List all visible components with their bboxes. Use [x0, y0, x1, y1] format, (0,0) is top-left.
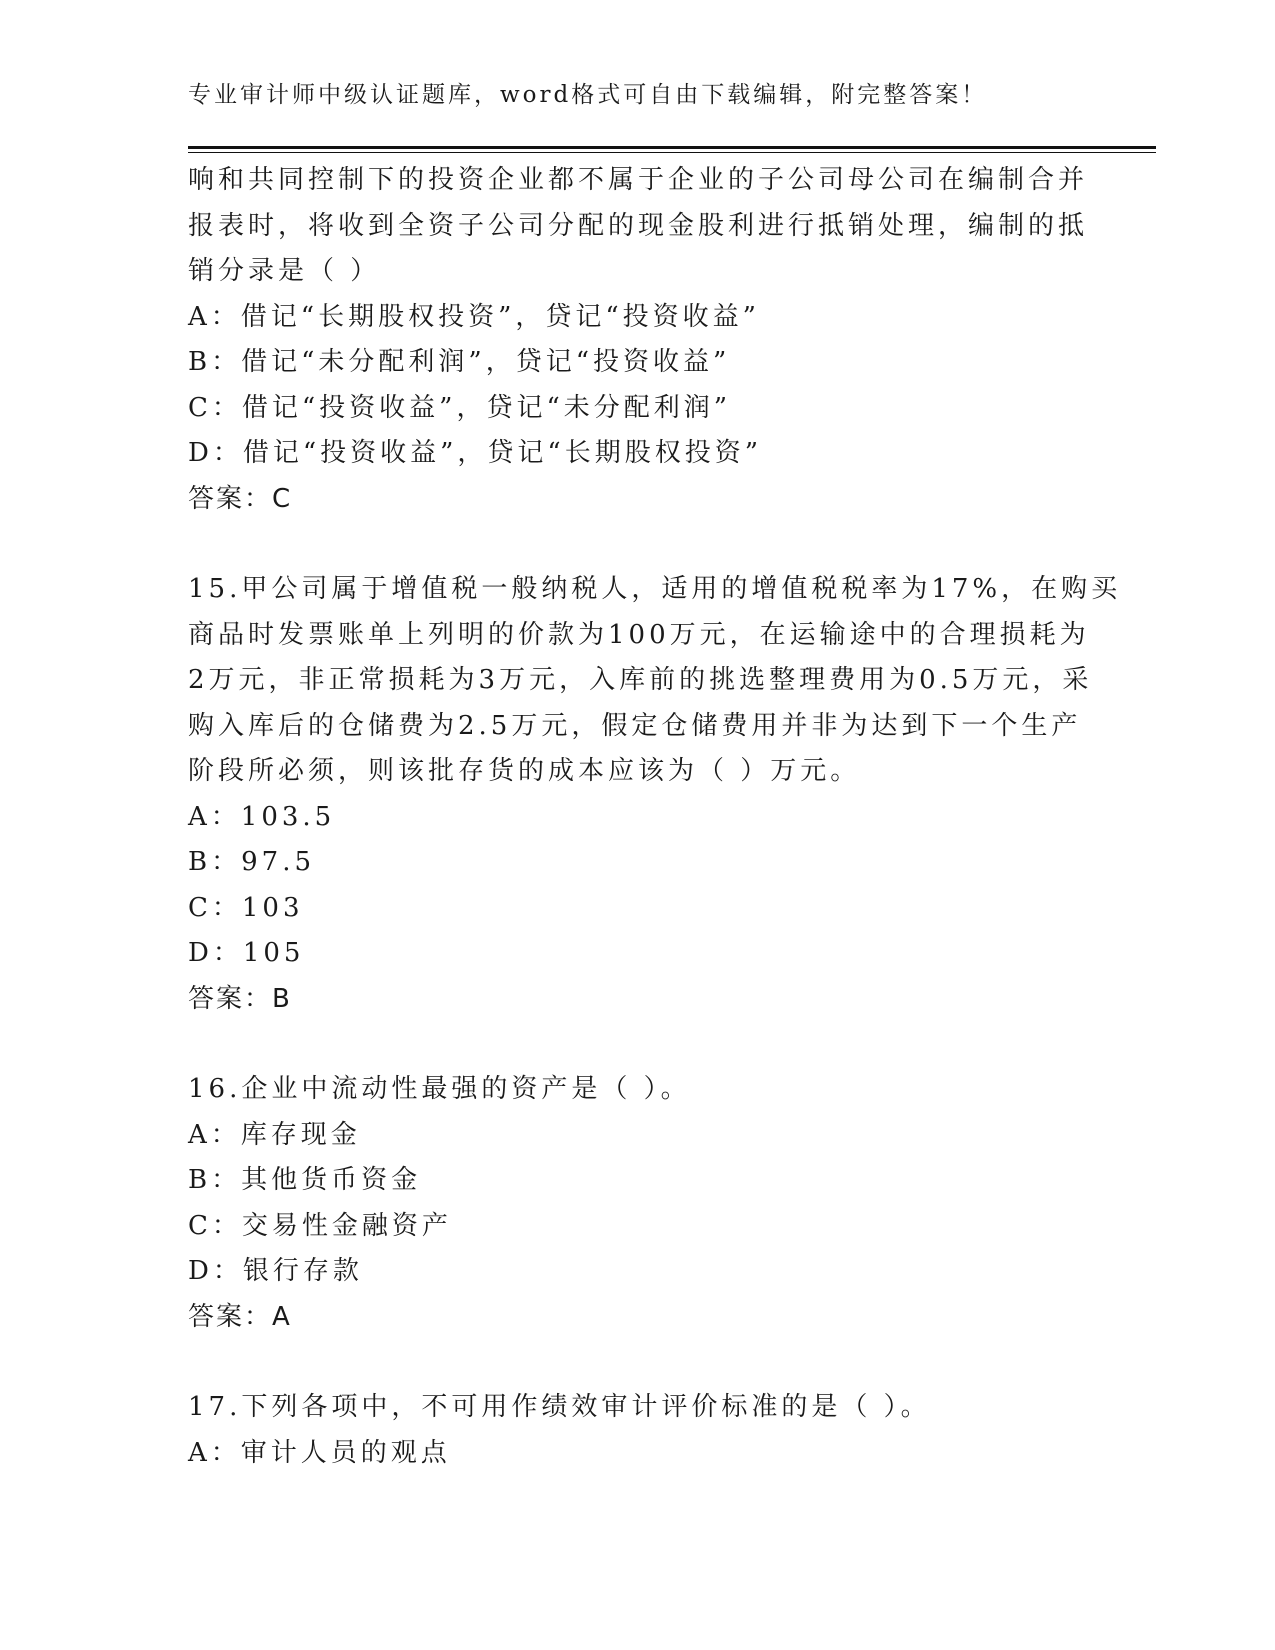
spacer	[188, 522, 1088, 567]
answer-label: 答案：B	[188, 983, 292, 1014]
option-c: C：交易性金融资产	[188, 1210, 452, 1241]
question-stem-line: 销分录是（ ）	[188, 256, 381, 286]
option-d: D：银行存款	[188, 1256, 363, 1286]
option-c: C：借记“投资收益”，贷记“未分配利润”	[188, 392, 732, 423]
header-rule-thick	[188, 146, 1156, 149]
option-a: A：借记“长期股权投资”，贷记“投资收益”	[188, 301, 760, 332]
spacer	[188, 1022, 1088, 1067]
question-15	[188, 567, 1122, 1022]
question-14	[188, 158, 1088, 522]
question-stem-line: 响和共同控制下的投资企业都不属于企业的子公司母公司在编制合并	[188, 165, 1089, 195]
option-d: D：借记“投资收益”，贷记“长期股权投资”	[188, 438, 763, 468]
page-header: 专业审计师中级认证题库，word格式可自由下载编辑，附完整答案！	[188, 82, 988, 108]
question-stem-line: 16.企业中流动性最强的资产是（ ）。	[188, 1074, 691, 1104]
option-a: A：库存现金	[188, 1119, 361, 1150]
header-rule-thin	[188, 152, 1156, 153]
question-stem-line: 阶段所必须，则该批存货的成本应该为（ ）万元。	[188, 756, 861, 786]
answer-label: 答案：A	[188, 1301, 292, 1332]
question-16	[188, 1067, 1088, 1340]
question-stem-line: 15.甲公司属于增值税一般纳税人，适用的增值税税率为17%，在购买	[188, 574, 1122, 604]
question-stem-line: 商品时发票账单上列明的价款为100万元，在运输途中的合理损耗为	[188, 619, 1090, 650]
option-d: D：105	[188, 938, 305, 968]
question-17	[188, 1385, 1088, 1476]
question-stem-line: 报表时，将收到全资子公司分配的现金股利进行抵销处理，编制的抵	[188, 210, 1089, 241]
question-stem-line: 购入库后的仓储费为2.5万元，假定仓储费用并非为达到下一个生产	[188, 710, 1082, 741]
spacer	[188, 1340, 1088, 1385]
option-b: B：97.5	[188, 847, 315, 877]
option-c: C：103	[188, 892, 304, 923]
question-content	[188, 158, 1122, 1476]
question-stem-line: 17.下列各项中，不可用作绩效审计评价标准的是（ ）。	[188, 1392, 931, 1422]
option-a: A：103.5	[188, 801, 336, 832]
option-b: B：借记“未分配利润”，贷记“投资收益”	[188, 347, 731, 377]
option-a: A：审计人员的观点	[188, 1437, 451, 1468]
question-stem-line: 2万元，非正常损耗为3万元，入库前的挑选整理费用为0.5万元，采	[188, 665, 1093, 695]
option-b: B：其他货币资金	[188, 1165, 422, 1195]
answer-label: 答案：C	[188, 483, 293, 514]
